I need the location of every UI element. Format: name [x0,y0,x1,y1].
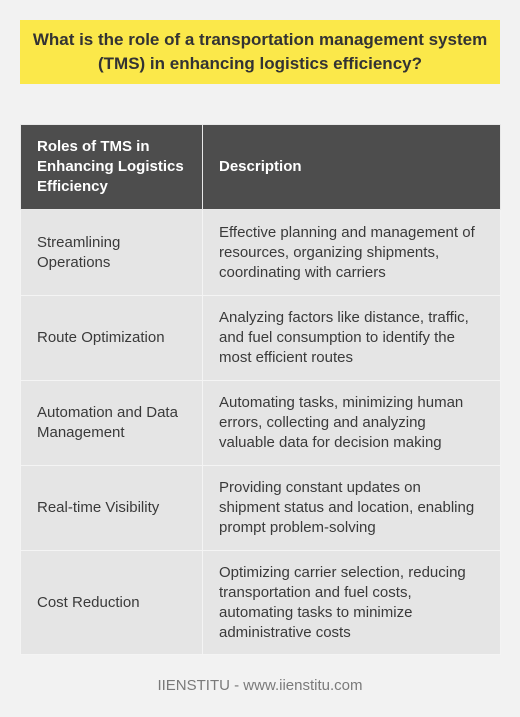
table-row [21,296,501,381]
roles-table [20,124,501,655]
role-cell: Streamlining Operations [21,210,203,296]
description-cell: Effective planning and management of resources, organizing shipments, coordinating with carriers [203,210,501,296]
header-roles: Roles of TMS in Enhancing Logistics Efficiency [21,125,203,210]
footer-credit: IIENSTITU - www.iienstitu.com [157,677,363,694]
table-row [21,210,501,296]
header-description: Description [203,125,501,210]
table-header-row [21,125,501,210]
role-cell: Automation and Data Management [21,381,203,466]
table-row [21,466,501,551]
page-title: What is the role of a transportation management system (TMS) in enhancing logistics efficiency? [32,30,488,73]
description-cell: Providing constant updates on shipment status and location, enabling prompt problem-solving [203,466,501,551]
description-cell: Automating tasks, minimizing human errors, collecting and analyzing valuable data for decision making [203,381,501,466]
table-row [21,551,501,655]
description-cell: Analyzing factors like distance, traffic, and fuel consumption to identify the most efficient routes [203,296,501,381]
role-cell: Route Optimization [21,296,203,381]
title-banner [20,20,500,84]
role-cell: Cost Reduction [21,551,203,655]
description-cell: Optimizing carrier selection, reducing transportation and fuel costs, automating tasks to minimize administrative costs [203,551,501,655]
role-cell: Real-time Visibility [21,466,203,551]
table-row [21,381,501,466]
